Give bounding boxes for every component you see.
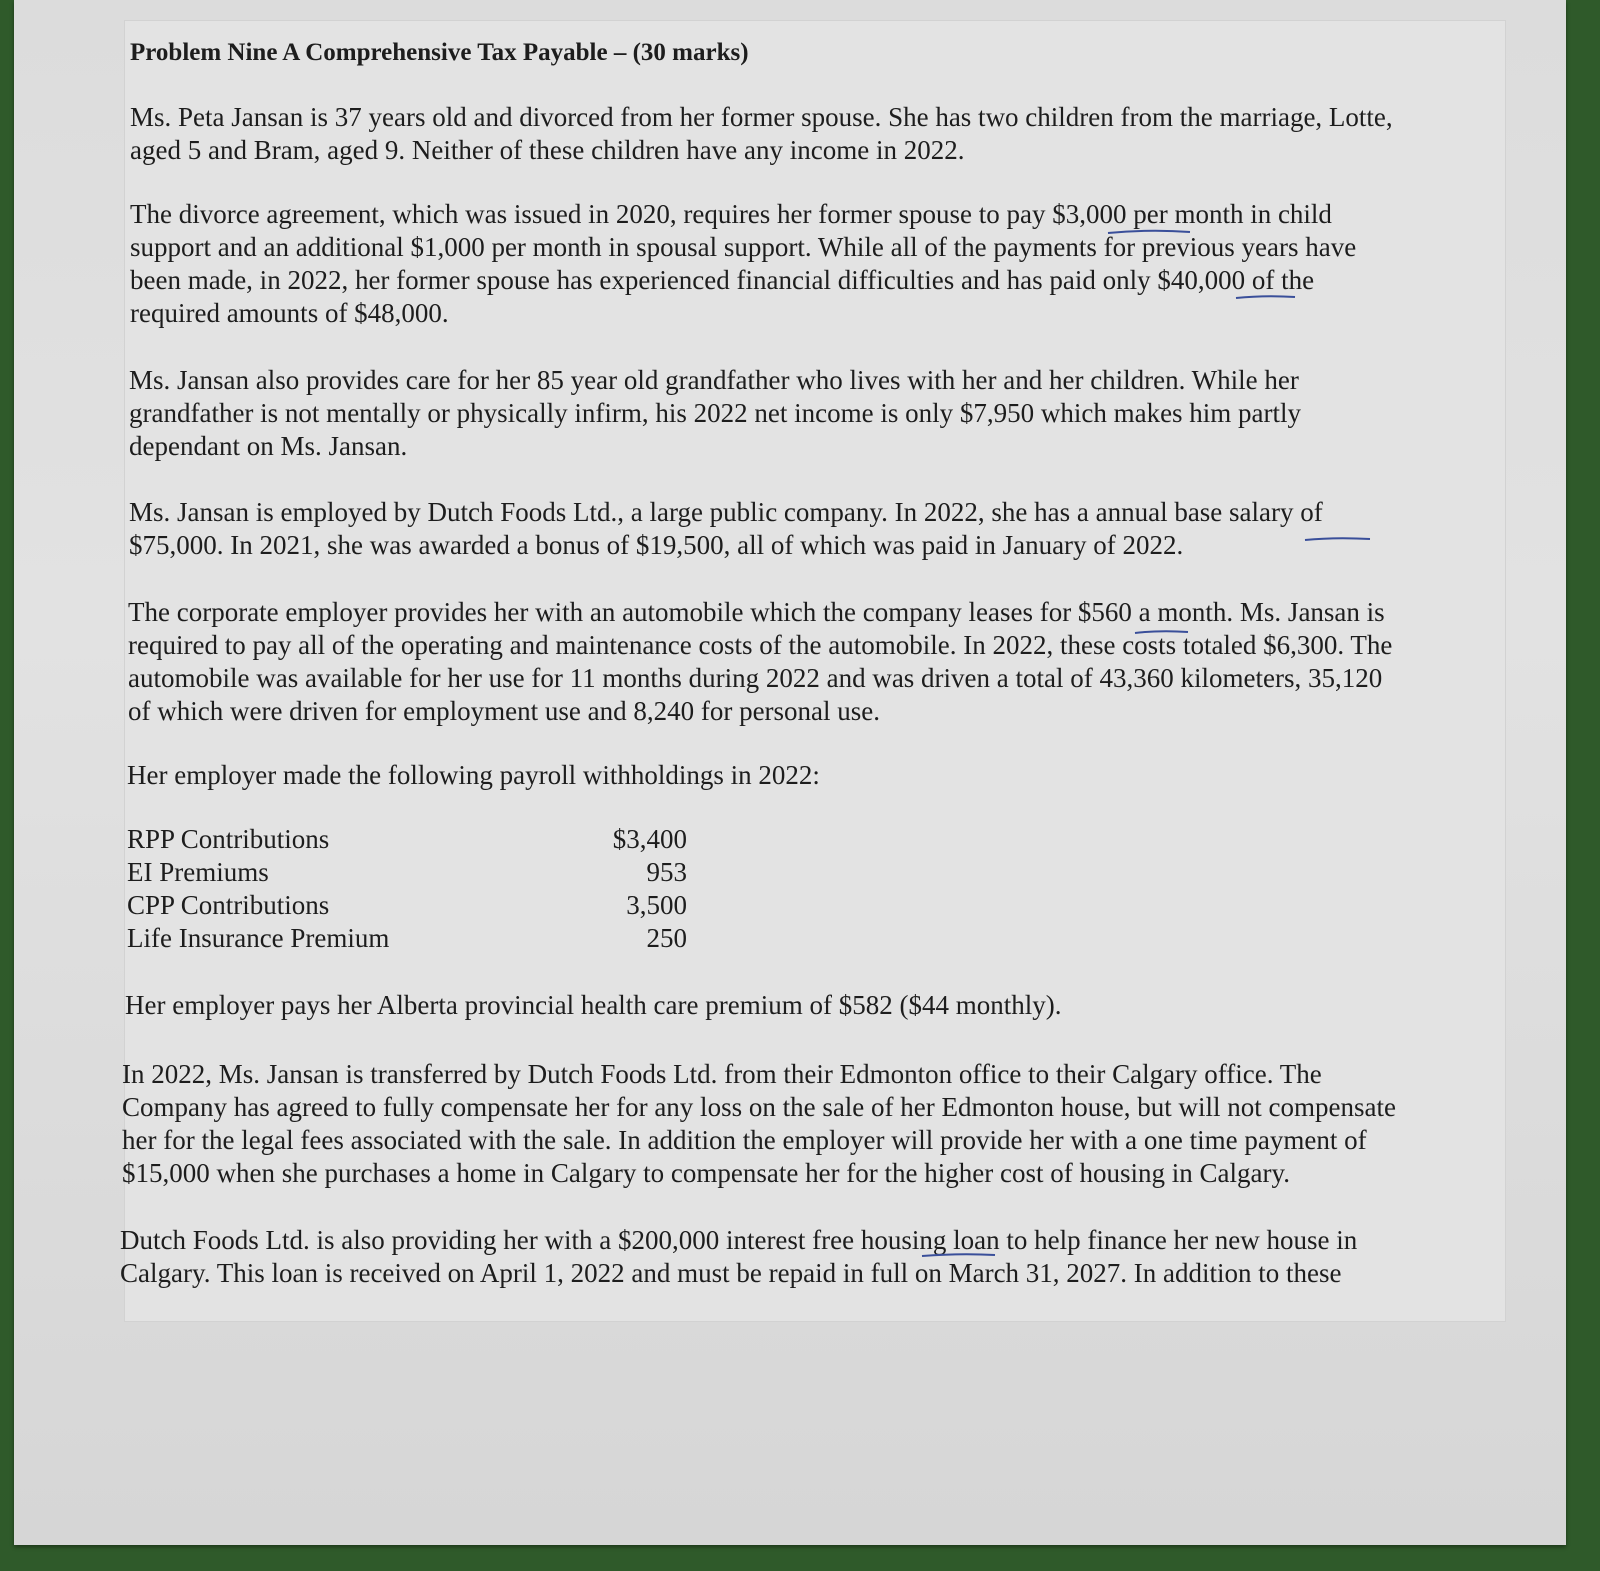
text-line: aged 5 and Bram, aged 9. Neither of these children have any income in 2022. [130,135,965,165]
withholdings-table [127,823,687,955]
row-amount: $3,400 [612,824,687,854]
row-amount: 250 [646,923,687,953]
row-label: Life Insurance Premium [127,923,390,953]
row-label: EI Premiums [127,857,269,887]
text-line: her for the legal fees associated with the sale. In addition the employer will provide her with a one time payment of [122,1125,1367,1155]
text-line: Company has agreed to fully compensate her for any loss on the sale of her Edmonton house, but will not compensate [122,1092,1396,1122]
text-line: Calgary. This loan is received on April 1, 2022 and must be repaid in full on March 31, 2027. In addition to these [120,1258,1342,1288]
text-line: automobile was available for her use for 11 months during 2022 and was driven a total of 43,360 kilometers, 35,120 [128,663,1383,693]
paragraph-employment [129,496,1323,562]
text-line: In 2022, Ms. Jansan is transferred by Dutch Foods Ltd. from their Edmonton office to their Calgary office. The [122,1059,1322,1089]
paragraph-housing-loan [120,1224,1357,1290]
table-row [127,823,687,856]
text-line: required amounts of $48,000. [130,298,449,328]
text-line: grandfather is not mentally or physically infirm, his 2022 net income is only $7,950 which makes him partly [129,398,1302,428]
text-line: dependant on Ms. Jansan. [129,431,408,461]
row-amount: 953 [646,857,687,887]
paragraph-divorce [130,198,1356,330]
paragraph-transfer [122,1058,1396,1190]
row-label: RPP Contributions [127,824,330,854]
paragraph-grandfather [129,364,1301,463]
text-line: $15,000 when she purchases a home in Calgary to compensate her for the higher cost of housing in Calgary. [122,1158,1290,1188]
text-line: support and an additional $1,000 per month in spousal support. While all of the payments for previous years have [130,232,1357,262]
text-line: The corporate employer provides her with an automobile which the company leases for $560 a month. Ms. Jansan is [128,597,1385,627]
paragraph-health-premium [125,989,1061,1022]
paragraph-withholdings-intro [127,759,820,792]
text-line: of which were driven for employment use and 8,240 for personal use. [128,696,881,726]
table-row [127,889,687,922]
text-line: been made, in 2022, her former spouse has experienced financial difficulties and has paid only $40,000 of the [130,265,1315,295]
row-amount: 3,500 [626,890,687,920]
text-line: required to pay all of the operating and maintenance costs of the automobile. In 2022, these costs totaled $6,300. The [128,630,1393,660]
text-line: $75,000. In 2021, she was awarded a bonus of $19,500, all of which was paid in January of 2022. [129,530,1184,560]
text-line: Her employer pays her Alberta provincial health care premium of $582 ($44 monthly). [125,990,1062,1020]
problem-title: Problem Nine A Comprehensive Tax Payable – (30 marks) [130,39,749,66]
text-line: Her employer made the following payroll withholdings in 2022: [127,760,820,790]
paragraph-family [130,101,1393,167]
text-line: Ms. Jansan is employed by Dutch Foods Ltd., a large public company. In 2022, she has a annual base salary of [129,497,1323,527]
paragraph-automobile [128,596,1392,728]
row-label: CPP Contributions [127,890,330,920]
text-line: Dutch Foods Ltd. is also providing her with a $200,000 interest free housing loan to help finance her new house in [120,1225,1358,1255]
text-line: The divorce agreement, which was issued in 2020, requires her former spouse to pay $3,000 per month in child [130,199,1332,229]
text-line: Ms. Peta Jansan is 37 years old and divorced from her former spouse. She has two children from the marriage, Lotte, [130,102,1393,132]
text-line: Ms. Jansan also provides care for her 85 year old grandfather who lives with her and her children. While her [129,365,1299,395]
table-row [127,856,687,889]
table-row [127,922,687,955]
